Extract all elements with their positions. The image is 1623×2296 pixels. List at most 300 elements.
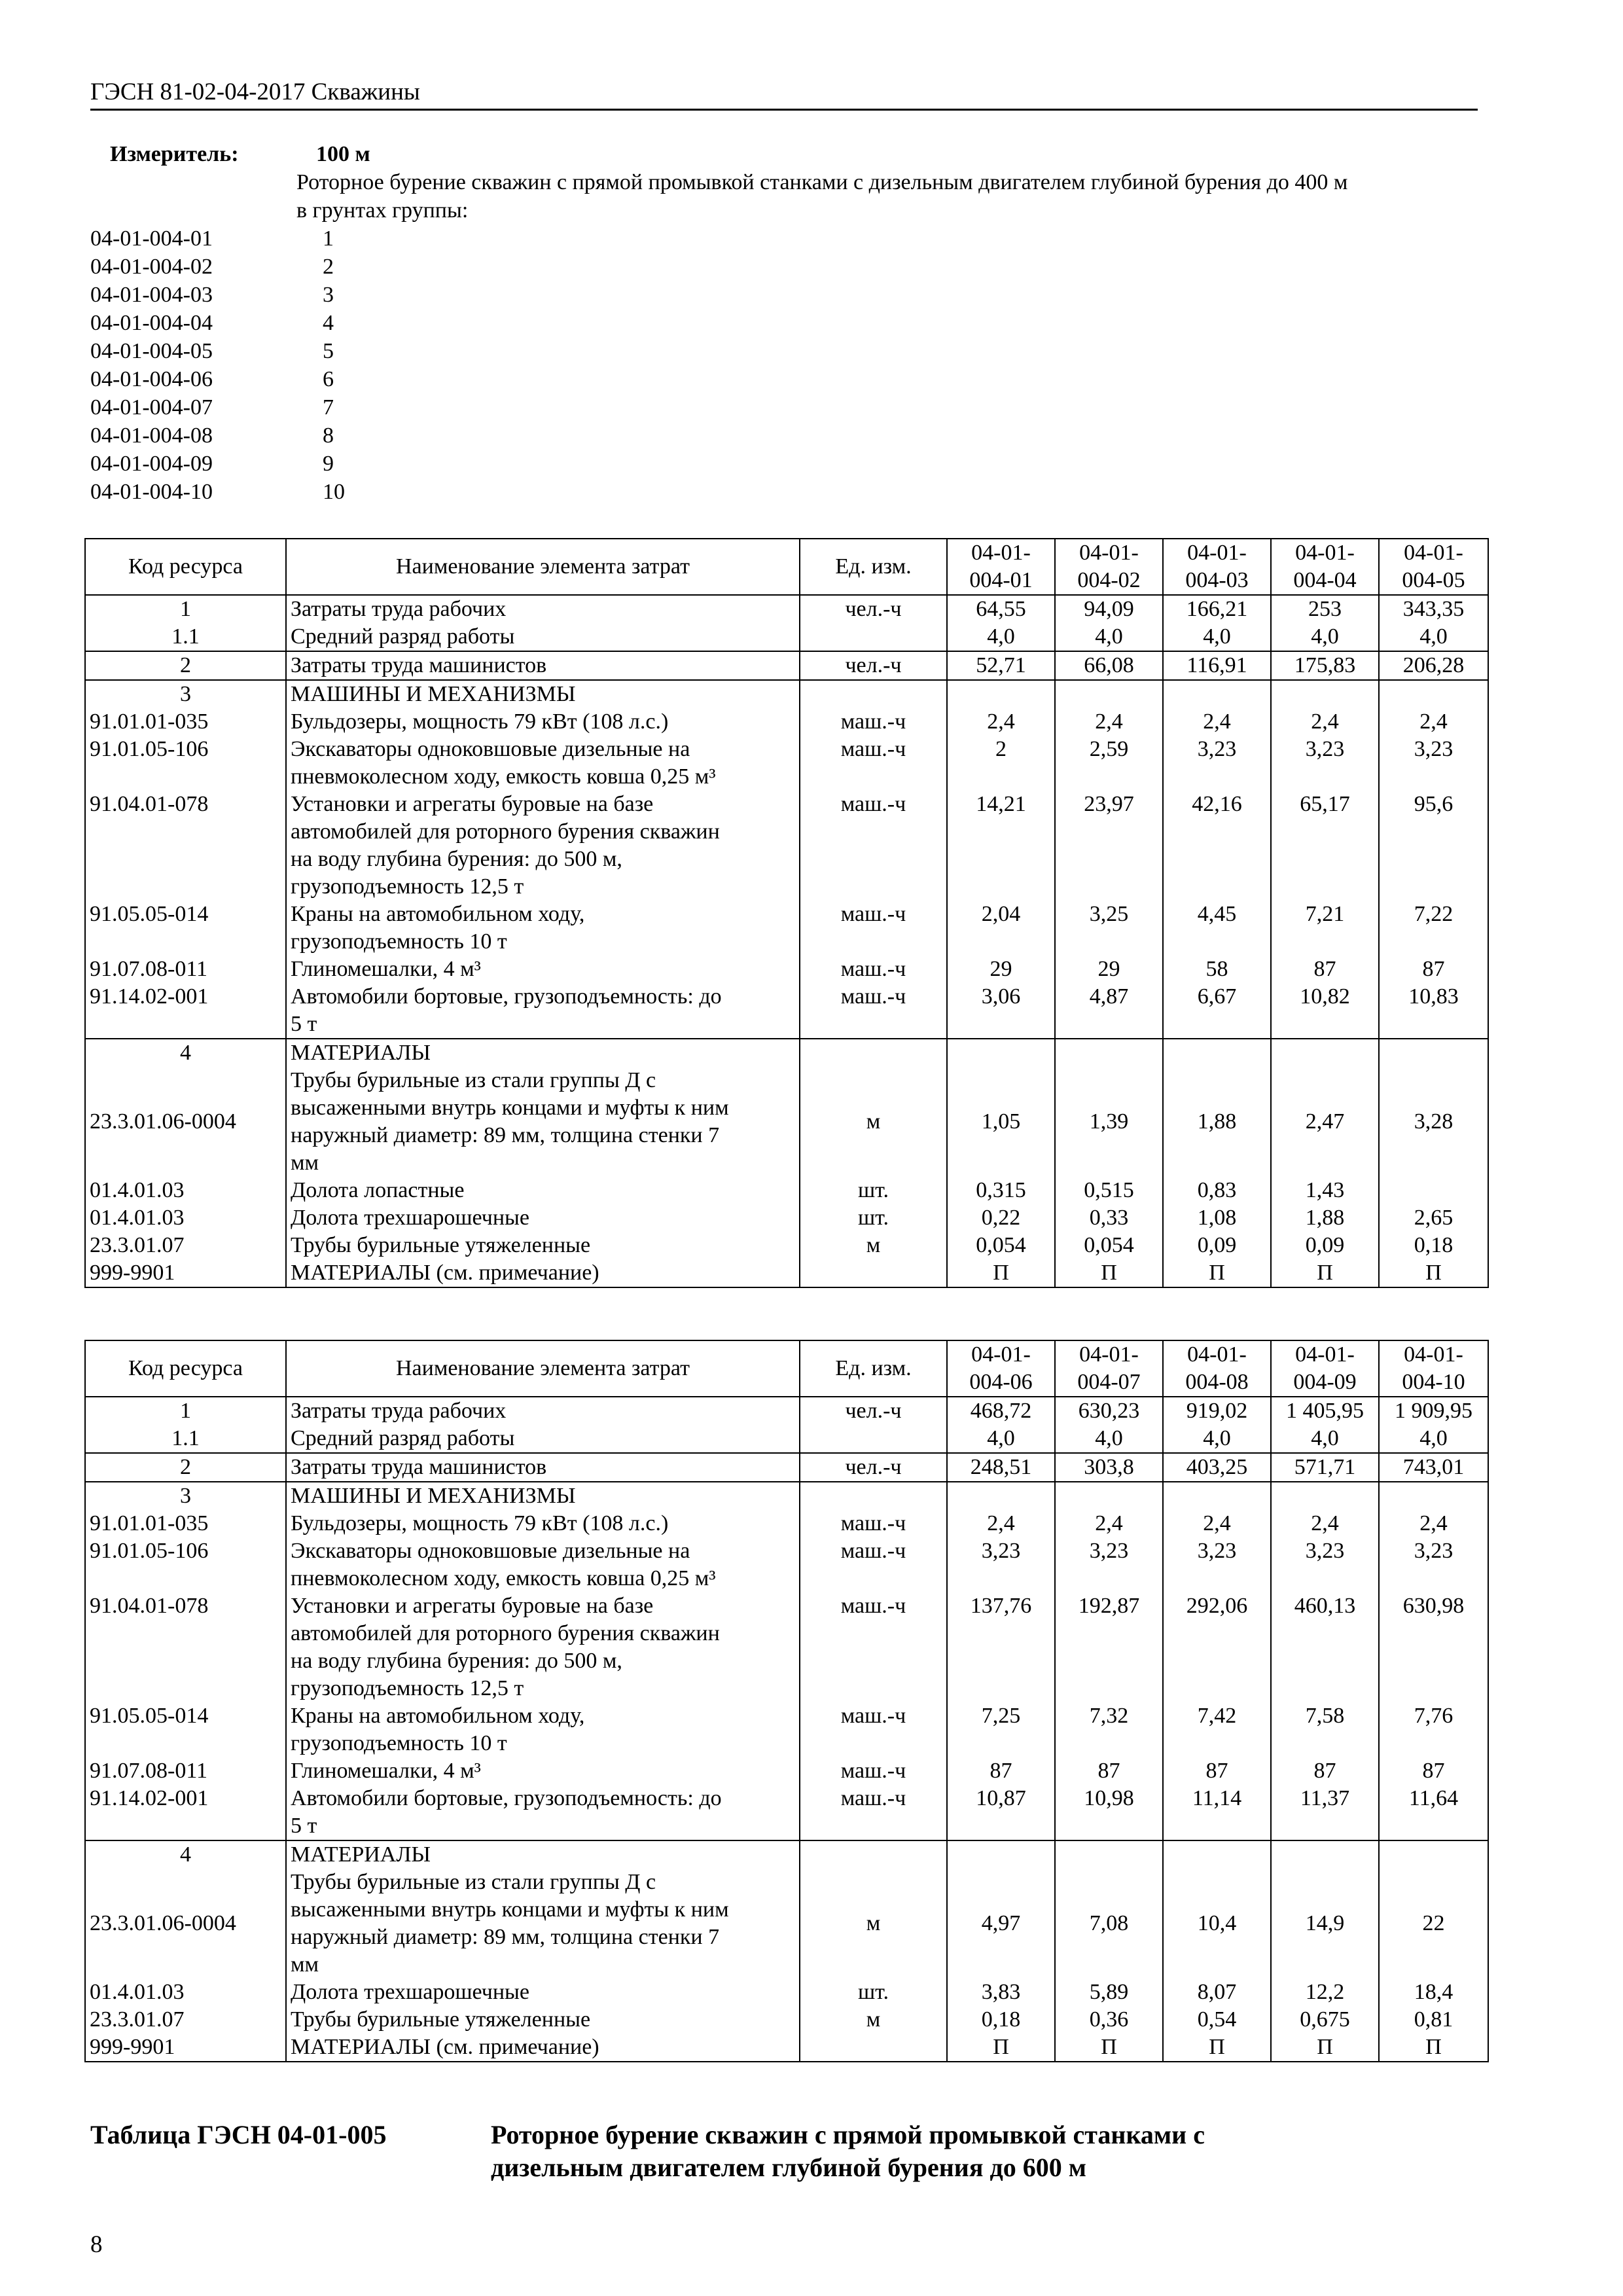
header-norm-code-part: 004-05 (1402, 568, 1465, 592)
resource-value: 8,07 (1163, 1979, 1271, 2006)
table-row (85, 2034, 1488, 2062)
measure-description: Роторное бурение скважин с прямой промывкой станками с дизельным двигателем глубиной бурения до 400 м в грунтах группы: (296, 170, 1348, 223)
resource-value (1163, 1482, 1271, 1510)
resource-code: 91.05.05-014 (85, 901, 286, 956)
resource-value: 10,87 (947, 1785, 1055, 1840)
measure-item-code: 04-01-004-03 (90, 283, 213, 307)
header-norm-code-part: 004-06 (969, 1370, 1033, 1394)
resource-value: 42,16 (1163, 791, 1271, 901)
resource-code: 3 (85, 680, 286, 708)
resource-name-line: пневмоколесном ходу, емкость ковша 0,25 м³ (291, 764, 716, 789)
resource-code: 1 (85, 595, 286, 623)
measure-item-code: 04-01-004-10 (90, 480, 213, 504)
measure-item-number: 8 (323, 423, 334, 448)
resource-unit: маш.-ч (800, 791, 947, 901)
header-unit: Ед. изм. (800, 539, 947, 595)
table-row (85, 623, 1488, 651)
table-row (85, 1702, 1488, 1757)
resource-unit: маш.-ч (800, 736, 947, 791)
resource-value: 4,0 (1379, 623, 1488, 651)
resource-value: 2,4 (1055, 1510, 1163, 1537)
resource-value (1379, 680, 1488, 708)
header-norm-code-part: 04-01- (971, 541, 1031, 565)
resource-unit: маш.-ч (800, 983, 947, 1039)
resource-value: 4,0 (1379, 1425, 1488, 1453)
resource-name-line: наружный диаметр: 89 мм, толщина стенки 7 (291, 1925, 720, 1949)
resource-value: 1,88 (1271, 1204, 1379, 1232)
header-norm-code (1379, 1340, 1488, 1397)
next-table-caption (90, 2119, 1497, 2184)
resource-name-line: Трубы бурильные из стали группы Д с (291, 1068, 656, 1092)
resource-value: 4,45 (1163, 901, 1271, 956)
resource-value: 253 (1271, 595, 1379, 623)
resource-value (1379, 1840, 1488, 1869)
table-header-row (85, 539, 1488, 595)
resource-name (286, 1067, 800, 1177)
resource-value: 630,98 (1379, 1592, 1488, 1702)
table-row (85, 1482, 1488, 1510)
header-norm-code-part: 04-01- (1404, 541, 1463, 565)
resource-value: 3,23 (1271, 1537, 1379, 1592)
resource-unit: маш.-ч (800, 1702, 947, 1757)
resource-value: 95,6 (1379, 791, 1488, 901)
resource-value: 5,89 (1055, 1979, 1163, 2006)
resource-value: 2,4 (1271, 1510, 1379, 1537)
measure-block (90, 140, 1497, 506)
resource-value: П (1163, 1259, 1271, 1287)
resource-value (1055, 1840, 1163, 1869)
resource-value: П (1271, 1259, 1379, 1287)
resource-name-line: Долота трехшарошечные (291, 1980, 529, 2004)
resource-value: 66,08 (1055, 651, 1163, 680)
resource-value (1379, 1482, 1488, 1510)
header-norm-code-part: 04-01- (1187, 541, 1247, 565)
resource-value: П (1379, 1259, 1488, 1287)
resource-value: 1,88 (1163, 1067, 1271, 1177)
resource-code: 999-9901 (85, 1259, 286, 1287)
measure-unit: 100 м (316, 142, 370, 166)
measure-item-code: 04-01-004-06 (90, 367, 213, 391)
resource-name (286, 680, 800, 708)
header-norm-code-part: 04-01- (1295, 541, 1355, 565)
table-row (85, 791, 1488, 901)
header-norm-code-part: 004-10 (1402, 1370, 1465, 1394)
resource-code: 2 (85, 1453, 286, 1482)
resource-value: 919,02 (1163, 1397, 1271, 1425)
resource-value: 3,83 (947, 1979, 1055, 2006)
resource-value: 3,28 (1379, 1067, 1488, 1177)
resource-code: 91.01.01-035 (85, 1510, 286, 1537)
resource-value: 87 (947, 1757, 1055, 1785)
resource-unit: шт. (800, 1204, 947, 1232)
resource-name-line: Бульдозеры, мощность 79 кВт (108 л.с.) (291, 1511, 669, 1535)
resource-code: 91.01.05-106 (85, 736, 286, 791)
resource-value: 137,76 (947, 1592, 1055, 1702)
measure-item-number: 1 (323, 226, 334, 251)
table-row (85, 1592, 1488, 1702)
resource-value: 3,23 (1379, 1537, 1488, 1592)
resource-name (286, 1453, 800, 1482)
measure-item-number: 7 (323, 395, 334, 420)
resource-name-line: МАШИНЫ И МЕХАНИЗМЫ (291, 1484, 576, 1508)
resource-value: 0,09 (1271, 1232, 1379, 1259)
resource-name-line: Установки и агрегаты буровые на базе (291, 792, 654, 816)
resource-value: 4,0 (1271, 623, 1379, 651)
resource-name (286, 1785, 800, 1840)
resource-value: 192,87 (1055, 1592, 1163, 1702)
header-norm-code-part: 04-01- (1079, 541, 1139, 565)
resource-name (286, 1177, 800, 1204)
resource-code: 91.14.02-001 (85, 1785, 286, 1840)
resource-value: 206,28 (1379, 651, 1488, 680)
resource-value (947, 1840, 1055, 1869)
resource-name (286, 708, 800, 736)
resource-value (947, 1482, 1055, 1510)
resource-unit: чел.-ч (800, 1397, 947, 1425)
resource-unit: чел.-ч (800, 651, 947, 680)
resource-value (1163, 1840, 1271, 1869)
resource-name (286, 623, 800, 651)
resource-value: 29 (1055, 956, 1163, 983)
resource-unit (800, 1840, 947, 1869)
table-row (85, 983, 1488, 1039)
resource-unit (800, 1039, 947, 1067)
resource-code: 91.04.01-078 (85, 791, 286, 901)
resource-name-line: Долота лопастные (291, 1178, 465, 1202)
header-name: Наименование элемента затрат (286, 539, 800, 595)
resource-code: 91.01.05-106 (85, 1537, 286, 1592)
resource-value: 1,43 (1271, 1177, 1379, 1204)
resource-name-line: грузоподъемность 12,5 т (291, 874, 524, 899)
resource-value: 2,4 (1163, 708, 1271, 736)
resource-unit (800, 680, 947, 708)
resource-value: 6,67 (1163, 983, 1271, 1039)
resource-value: 65,17 (1271, 791, 1379, 901)
resource-value: 3,23 (1163, 1537, 1271, 1592)
resource-name-line: мм (291, 1151, 319, 1175)
resource-name-line: МАШИНЫ И МЕХАНИЗМЫ (291, 682, 576, 706)
resource-name-line: на воду глубина бурения: до 500 м, (291, 1649, 622, 1673)
header-norm-code-part: 004-04 (1293, 568, 1357, 592)
resource-unit: чел.-ч (800, 595, 947, 623)
resource-value: 175,83 (1271, 651, 1379, 680)
resource-unit: маш.-ч (800, 1785, 947, 1840)
resource-value (1055, 680, 1163, 708)
resource-value: 4,87 (1055, 983, 1163, 1039)
table-row (85, 708, 1488, 736)
resource-value: 743,01 (1379, 1453, 1488, 1482)
resource-value: 87 (1379, 956, 1488, 983)
header-norm-code-part: 04-01- (1295, 1342, 1355, 1367)
measure-item-code: 04-01-004-08 (90, 423, 213, 448)
measure-item-number: 6 (323, 367, 334, 391)
header-norm-code (1055, 539, 1163, 595)
resource-name (286, 1979, 800, 2006)
resource-name-line: Долота трехшарошечные (291, 1206, 529, 1230)
resource-value: 3,23 (1379, 736, 1488, 791)
resource-value: 7,42 (1163, 1702, 1271, 1757)
resource-unit: м (800, 1869, 947, 1979)
resource-value: 2 (947, 736, 1055, 791)
resource-code: 2 (85, 651, 286, 680)
resource-name (286, 1702, 800, 1757)
resource-unit: шт. (800, 1177, 947, 1204)
resource-name-line: Глиномешалки, 4 м³ (291, 957, 481, 981)
resource-name-line: Установки и агрегаты буровые на базе (291, 1594, 654, 1618)
resource-value: 460,13 (1271, 1592, 1379, 1702)
resource-name-line: Затраты труда рабочих (291, 1399, 507, 1423)
resource-code: 91.07.08-011 (85, 1757, 286, 1785)
resource-value: 1 909,95 (1379, 1397, 1488, 1425)
resource-value: 3,23 (1163, 736, 1271, 791)
resource-name-line: Краны на автомобильном ходу, (291, 902, 585, 926)
resource-code: 999-9901 (85, 2034, 286, 2062)
measure-items (90, 224, 1497, 506)
resource-value: П (1055, 1259, 1163, 1287)
caption-table-id: Таблица ГЭСН 04-01-005 (90, 2120, 387, 2149)
resource-name (286, 2034, 800, 2062)
resource-name-line: высаженными внутрь концами и муфты к ним (291, 1897, 729, 1922)
measure-item-number: 4 (323, 311, 334, 335)
resource-unit: маш.-ч (800, 1757, 947, 1785)
table-row (85, 1232, 1488, 1259)
resource-name (286, 1592, 800, 1702)
table-row (85, 1979, 1488, 2006)
table-row (85, 901, 1488, 956)
resource-value: 18,4 (1379, 1979, 1488, 2006)
resource-name-line: Затраты труда рабочих (291, 597, 507, 621)
header-norm-code-part: 04-01- (1404, 1342, 1463, 1367)
table-row (85, 1785, 1488, 1840)
resource-value (1379, 1177, 1488, 1204)
resource-value: 0,18 (947, 2006, 1055, 2034)
resource-value: П (1271, 2034, 1379, 2062)
resource-name (286, 1425, 800, 1453)
resource-value: 58 (1163, 956, 1271, 983)
resource-value: 2,65 (1379, 1204, 1488, 1232)
resource-name-line: высаженными внутрь концами и муфты к ним (291, 1096, 729, 1120)
resource-name (286, 901, 800, 956)
resource-value: 7,58 (1271, 1702, 1379, 1757)
resource-value: 64,55 (947, 595, 1055, 623)
resource-name-line: Экскаваторы одноковшовые дизельные на (291, 1539, 690, 1563)
resource-value: 2,4 (947, 708, 1055, 736)
resource-code: 23.3.01.06-0004 (85, 1067, 286, 1177)
resource-value: 10,82 (1271, 983, 1379, 1039)
table-row (85, 1453, 1488, 1482)
resource-name-line: МАТЕРИАЛЫ (см. примечание) (291, 2035, 599, 2059)
resource-name-line: грузоподъемность 10 т (291, 929, 507, 954)
resource-code: 4 (85, 1039, 286, 1067)
resource-value: 0,83 (1163, 1177, 1271, 1204)
resource-value: 2,59 (1055, 736, 1163, 791)
resource-code: 91.05.05-014 (85, 1702, 286, 1757)
resource-value: 87 (1163, 1757, 1271, 1785)
resource-value: 4,0 (1055, 1425, 1163, 1453)
resource-value: 52,71 (947, 651, 1055, 680)
resource-name (286, 983, 800, 1039)
header-norm-code-part: 004-08 (1185, 1370, 1249, 1394)
resource-value: 343,35 (1379, 595, 1488, 623)
resource-unit (800, 1425, 947, 1453)
resource-value: 12,2 (1271, 1979, 1379, 2006)
resource-value: 2,04 (947, 901, 1055, 956)
resource-value: 0,315 (947, 1177, 1055, 1204)
resource-name (286, 1039, 800, 1067)
resource-value (947, 680, 1055, 708)
resource-name-line: МАТЕРИАЛЫ (см. примечание) (291, 1261, 599, 1285)
header-name: Наименование элемента затрат (286, 1340, 800, 1397)
measure-item-code: 04-01-004-01 (90, 226, 213, 251)
resource-unit: маш.-ч (800, 956, 947, 983)
resource-value: 4,0 (1163, 1425, 1271, 1453)
resource-unit: м (800, 1232, 947, 1259)
header-unit: Ед. изм. (800, 1340, 947, 1397)
table-row (85, 1425, 1488, 1453)
resource-name (286, 1482, 800, 1510)
resource-name (286, 956, 800, 983)
resource-value: 94,09 (1055, 595, 1163, 623)
resource-name-line: МАТЕРИАЛЫ (291, 1842, 431, 1867)
resource-value: П (1163, 2034, 1271, 2062)
measure-item-number: 10 (323, 480, 345, 504)
header-norm-code (1271, 1340, 1379, 1397)
measure-item (90, 224, 1497, 253)
resource-value: 87 (1271, 956, 1379, 983)
resource-code: 1.1 (85, 1425, 286, 1453)
resource-unit: м (800, 1067, 947, 1177)
resource-code: 3 (85, 1482, 286, 1510)
resource-name-line: Средний разряд работы (291, 1426, 515, 1450)
resource-unit: шт. (800, 1979, 947, 2006)
resource-code: 1.1 (85, 623, 286, 651)
resource-value: 0,54 (1163, 2006, 1271, 2034)
measure-item-number: 9 (323, 452, 334, 476)
measure-item (90, 337, 1497, 365)
resource-code: 23.3.01.06-0004 (85, 1869, 286, 1979)
table-row (85, 1039, 1488, 1067)
header-code: Код ресурса (85, 1340, 286, 1397)
resource-code: 01.4.01.03 (85, 1979, 286, 2006)
header-norm-code (1379, 539, 1488, 595)
resource-name-line: 5 т (291, 1814, 317, 1838)
resource-value: 0,33 (1055, 1204, 1163, 1232)
table-row (85, 1537, 1488, 1592)
table-row (85, 1067, 1488, 1177)
resource-value: 29 (947, 956, 1055, 983)
resource-value: 0,36 (1055, 2006, 1163, 2034)
resource-value: 7,76 (1379, 1702, 1488, 1757)
resource-name (286, 1397, 800, 1425)
resource-name (286, 791, 800, 901)
page-header (90, 76, 1478, 111)
resource-value: 630,23 (1055, 1397, 1163, 1425)
resource-unit (800, 1482, 947, 1510)
resource-value: 23,97 (1055, 791, 1163, 901)
resource-value: 303,8 (1055, 1453, 1163, 1482)
measure-item (90, 253, 1497, 281)
resource-code: 01.4.01.03 (85, 1204, 286, 1232)
table-row (85, 1840, 1488, 1869)
resource-code: 01.4.01.03 (85, 1177, 286, 1204)
resource-value (1271, 1482, 1379, 1510)
resource-value (1163, 1039, 1271, 1067)
resource-value: 0,675 (1271, 2006, 1379, 2034)
resource-value: 2,4 (1163, 1510, 1271, 1537)
resource-value: 0,054 (947, 1232, 1055, 1259)
resource-name (286, 1510, 800, 1537)
resource-code: 91.04.01-078 (85, 1592, 286, 1702)
resource-name-line: мм (291, 1952, 319, 1977)
resource-value: 166,21 (1163, 595, 1271, 623)
resource-name (286, 595, 800, 623)
resource-name-line: Трубы бурильные утяжеленные (291, 2007, 591, 2032)
measure-item-code: 04-01-004-04 (90, 311, 213, 335)
measure-item (90, 422, 1497, 450)
resource-value: П (947, 1259, 1055, 1287)
resource-name (286, 651, 800, 680)
resource-name-line: наружный диаметр: 89 мм, толщина стенки 7 (291, 1123, 720, 1147)
resource-name-line: Затраты труда машинистов (291, 653, 547, 677)
measure-item (90, 365, 1497, 393)
resource-value: 22 (1379, 1869, 1488, 1979)
caption-title: Роторное бурение скважин с прямой промывкой станками с дизельным двигателем глубиной бурения до 600 м (491, 2120, 1205, 2182)
resource-value: 3,06 (947, 983, 1055, 1039)
measure-item (90, 450, 1497, 478)
resource-value: 468,72 (947, 1397, 1055, 1425)
header-norm-code-part: 004-03 (1185, 568, 1249, 592)
resource-code: 4 (85, 1840, 286, 1869)
resource-name-line: Глиномешалки, 4 м³ (291, 1759, 481, 1783)
resource-value: 0,515 (1055, 1177, 1163, 1204)
measure-item (90, 309, 1497, 337)
resource-value: 10,98 (1055, 1785, 1163, 1840)
resource-name-line: грузоподъемность 10 т (291, 1731, 507, 1755)
table-row (85, 595, 1488, 623)
resource-value (1271, 1840, 1379, 1869)
resource-unit (800, 2034, 947, 2062)
measure-item-number: 2 (323, 255, 334, 279)
table-row (85, 956, 1488, 983)
resource-value: 2,4 (1379, 708, 1488, 736)
resource-value: 292,06 (1163, 1592, 1271, 1702)
resource-value: 11,37 (1271, 1785, 1379, 1840)
resource-unit (800, 623, 947, 651)
resource-name-line: Затраты труда машинистов (291, 1455, 547, 1479)
resource-name (286, 1259, 800, 1287)
header-norm-code (1163, 539, 1271, 595)
resource-name-line: Автомобили бортовые, грузоподъемность: до (291, 984, 722, 1009)
resource-value (1271, 680, 1379, 708)
resource-name-line: на воду глубина бурения: до 500 м, (291, 847, 622, 871)
resource-value: 2,4 (1271, 708, 1379, 736)
resource-value: 1 405,95 (1271, 1397, 1379, 1425)
resource-value: 87 (1379, 1757, 1488, 1785)
resource-name-line: Трубы бурильные утяжеленные (291, 1233, 591, 1257)
header-norm-code-part: 004-07 (1077, 1370, 1141, 1394)
resource-name-line: Трубы бурильные из стали группы Д с (291, 1870, 656, 1894)
resource-unit: чел.-ч (800, 1453, 947, 1482)
resource-name (286, 1869, 800, 1979)
header-norm-code-part: 04-01- (1187, 1342, 1247, 1367)
resource-table-1 (84, 538, 1489, 1288)
resource-value: П (1379, 2034, 1488, 2062)
resource-value: 4,0 (947, 623, 1055, 651)
header-norm-code (1163, 1340, 1271, 1397)
resource-value: 3,25 (1055, 901, 1163, 956)
table-row (85, 1397, 1488, 1425)
resource-value: 4,0 (1163, 623, 1271, 651)
